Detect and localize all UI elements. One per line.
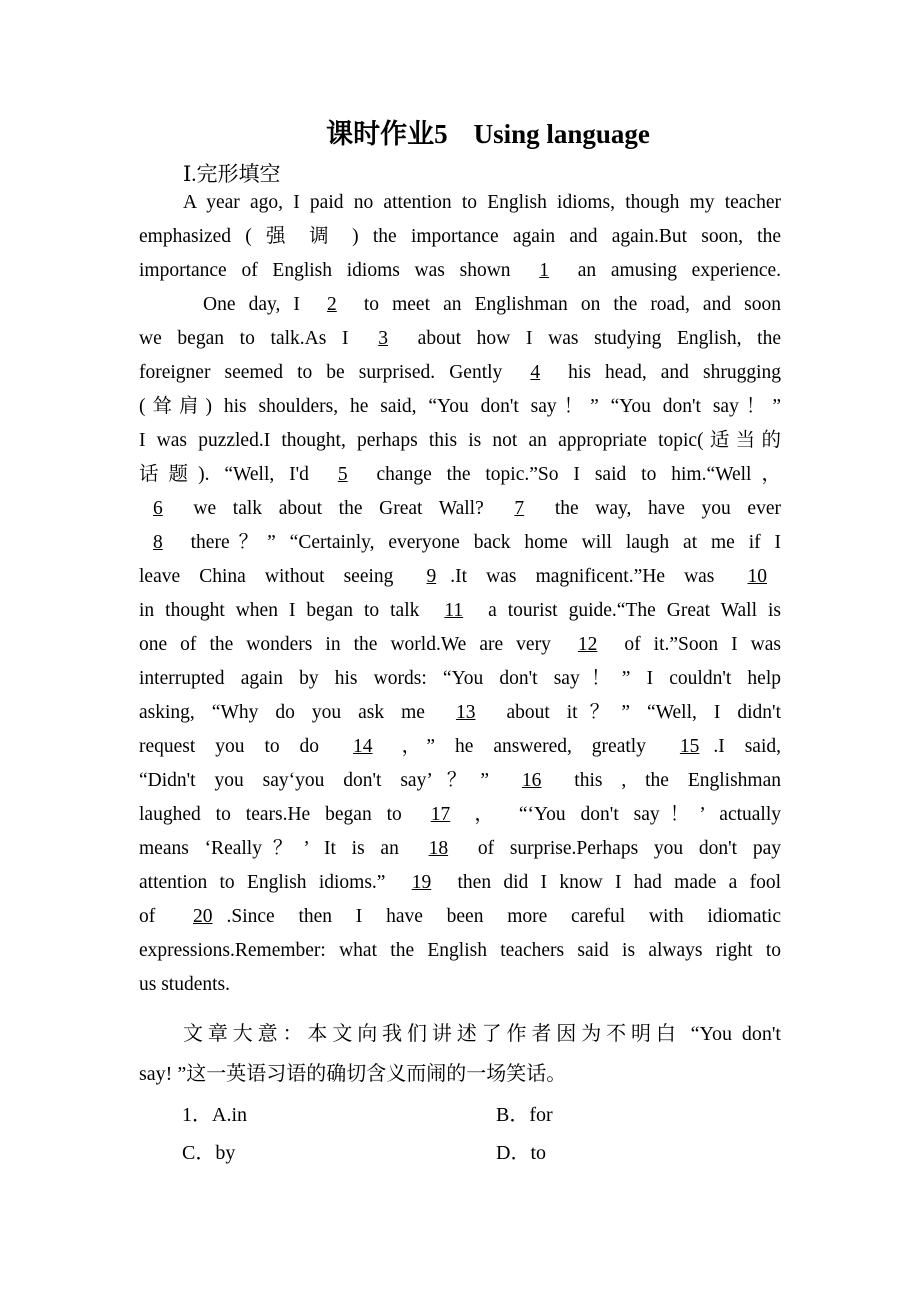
- blank-16[interactable]: 16: [521, 770, 542, 791]
- passage-line: attention to English idioms.” 19 then did I know I had made a fool: [139, 866, 781, 900]
- passage-line: 8 there？” “Certainly, everyone back home will laugh at me if I: [139, 526, 781, 560]
- blank-15[interactable]: 15: [679, 736, 700, 757]
- blank-9[interactable]: 9: [426, 566, 437, 587]
- blank-18[interactable]: 18: [428, 838, 449, 859]
- summary-line: 文章大意：本文向我们讲述了作者因为不明白 “You don't: [183, 1023, 781, 1045]
- blank-6[interactable]: 6: [153, 498, 163, 519]
- passage-line: we began to talk.As I 3 about how I was studying English, the: [139, 322, 781, 356]
- blank-1[interactable]: 1: [539, 260, 550, 281]
- blank-20[interactable]: 20: [193, 906, 213, 927]
- passage-line: “Didn't you say‘you don't say’？” 16 this , the Englishman: [139, 764, 781, 798]
- passage-line: one of the wonders in the world.We are very 12 of it.”Soon I was: [139, 628, 781, 662]
- passage-line: foreigner seemed to be surprised. Gently 4 his head, and shrugging: [139, 356, 781, 390]
- blank-3[interactable]: 3: [378, 328, 388, 349]
- option-b[interactable]: B．for: [496, 1104, 553, 1126]
- passage-line: One day, I 2 to meet an Englishman on the road, and soon: [139, 288, 781, 322]
- question-number: 1．: [182, 1104, 212, 1126]
- passage-line: us students.: [139, 974, 231, 995]
- blank-10[interactable]: 10: [747, 566, 767, 587]
- option-a[interactable]: 1．A.in: [182, 1104, 247, 1126]
- page-title: [0, 112, 920, 151]
- passage-line: expressions.Remember: what the English teachers said is always right to: [139, 940, 781, 961]
- option-c[interactable]: C．by: [182, 1142, 236, 1164]
- blank-11[interactable]: 11: [444, 600, 464, 621]
- blank-4[interactable]: 4: [530, 362, 541, 383]
- passage-line: asking, “Why do you ask me 13 about it？” “Well, I didn't: [139, 696, 781, 730]
- passage-line: in thought when I began to talk 11 a tourist guide.“The Great Wall is: [139, 594, 781, 628]
- blank-7[interactable]: 7: [514, 498, 525, 519]
- title-cn: 课时作业5: [326, 119, 448, 149]
- blank-2[interactable]: 2: [327, 294, 337, 315]
- blank-14[interactable]: 14: [353, 736, 373, 757]
- passage-line: laughed to tears.He began to 17 ， “‘You don't say！’ actually: [139, 798, 781, 832]
- passage-line: I was puzzled.I thought, perhaps this is not an appropriate topic(适当的: [139, 430, 781, 451]
- passage-line: means ‘Really？’ It is an 18 of surprise.Perhaps you don't pay: [139, 832, 781, 866]
- passage-line: request you to do 14 ，” he answered, greatly 15 .I said,: [139, 730, 781, 764]
- title-en: Using language: [473, 119, 650, 149]
- passage: [139, 186, 781, 1002]
- blank-13[interactable]: 13: [455, 702, 476, 723]
- passage-line: of 20 .Since then I have been more careful with idiomatic: [139, 900, 781, 934]
- passage-line: (耸肩) his shoulders, he said, “You don't say！” “You don't say！”: [139, 396, 781, 417]
- article-summary: [139, 1014, 781, 1094]
- passage-line: emphasized ( 强 调 ) the importance again and again.But soon, the: [139, 226, 781, 247]
- passage-line: interrupted again by his words: “You don't say！” I couldn't help: [139, 668, 781, 689]
- passage-line: 6 we talk about the Great Wall? 7 the way, have you ever: [139, 492, 781, 526]
- question-1: [182, 1096, 782, 1172]
- blank-5[interactable]: 5: [337, 464, 348, 485]
- blank-19[interactable]: 19: [411, 872, 432, 893]
- passage-line: A year ago, I paid no attention to English idioms, though my teacher: [183, 192, 781, 213]
- blank-12[interactable]: 12: [577, 634, 598, 655]
- passage-line: 话题). “Well, I'd 5 change the topic.”So I said to him.“Well，: [139, 458, 781, 492]
- passage-line: importance of English idioms was shown 1 an amusing experience.: [139, 254, 781, 288]
- option-d[interactable]: D．to: [496, 1142, 546, 1164]
- section-heading: Ⅰ.完形填空: [183, 162, 281, 186]
- passage-line: leave China without seeing 9 .It was magnificent.”He was 10: [139, 560, 781, 594]
- blank-17[interactable]: 17: [430, 804, 451, 825]
- summary-line: say! ”这一英语习语的确切含义而闹的一场笑话。: [139, 1063, 567, 1085]
- blank-8[interactable]: 8: [153, 532, 163, 553]
